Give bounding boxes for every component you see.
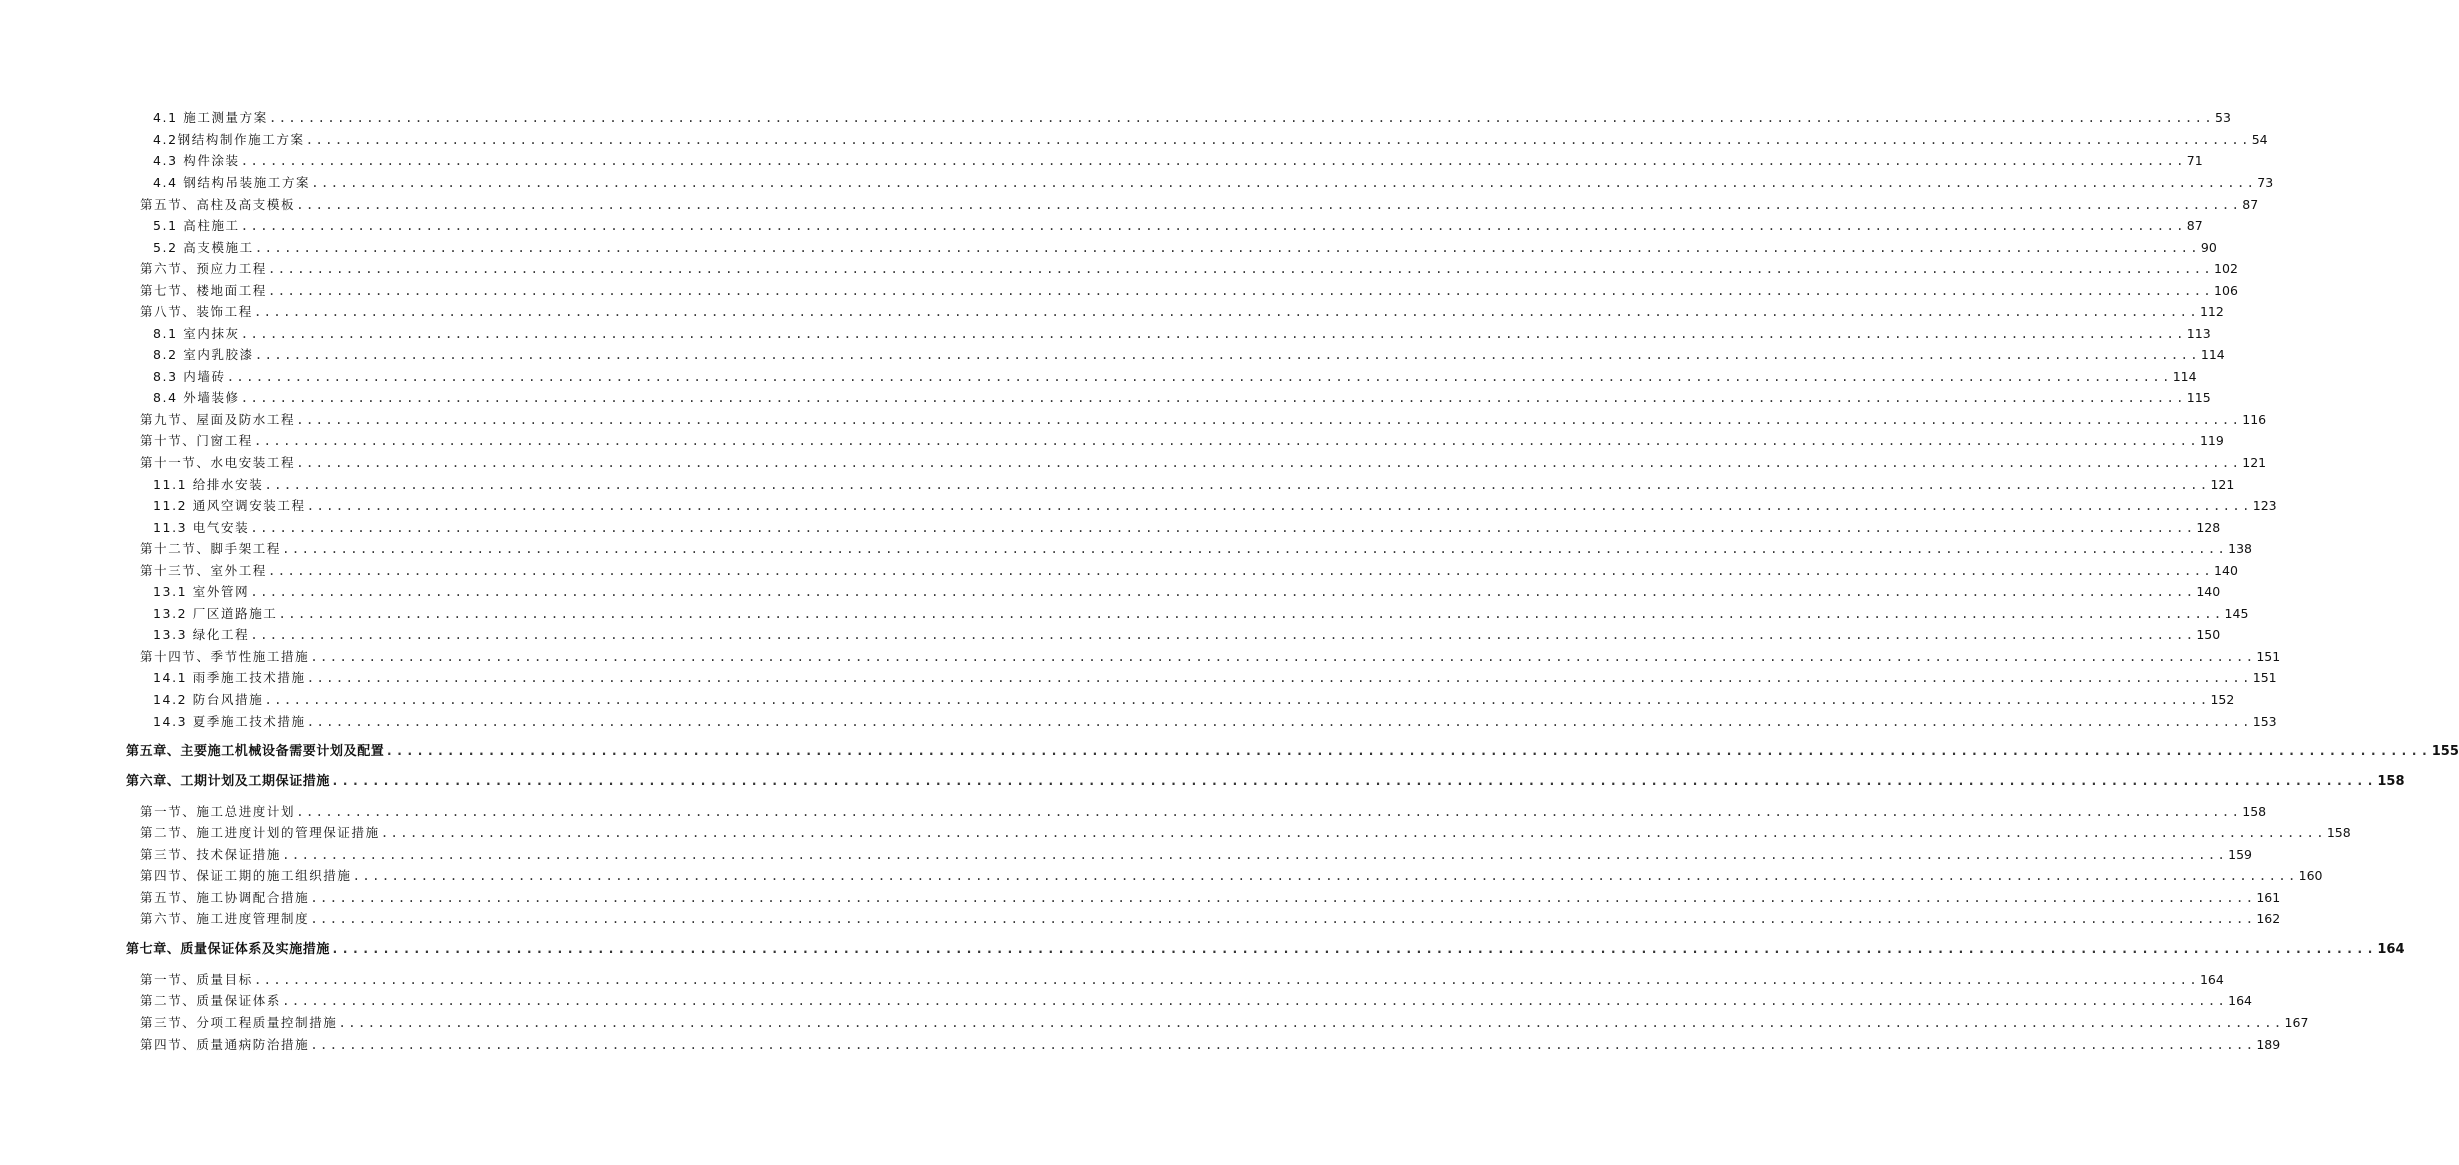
toc-entry-page: 119 xyxy=(2199,433,2224,448)
toc-entry-title: 第十一节、水电安装工程 xyxy=(140,455,296,470)
toc-entry-title: 第三节、技术保证措施 xyxy=(140,847,282,862)
toc-entry[interactable] xyxy=(153,582,2221,602)
toc-entry-page: 158 xyxy=(2242,804,2267,819)
toc-entry-title: 11.2 通风空调安装工程 xyxy=(153,498,306,513)
leader-dots: ........................................................................................................................................................................................................ xyxy=(296,804,2242,819)
leader-dots: ........................................................................................................................................................................................................ xyxy=(352,868,2298,883)
leader-dots: ........................................................................................................................................................................................................ xyxy=(296,197,2242,212)
toc-entry[interactable] xyxy=(140,302,2224,322)
toc-entry-page: 151 xyxy=(2252,670,2277,685)
toc-entry-title: 第十四节、季节性施工措施 xyxy=(140,649,310,664)
leader-dots: ........................................................................................................................................................................................................ xyxy=(226,369,2172,384)
toc-entry[interactable] xyxy=(140,1035,2281,1055)
leader-dots: ........................................................................................................................................................................................................ xyxy=(253,304,2199,319)
toc-chapter[interactable] xyxy=(126,742,2459,762)
leader-dots: ........................................................................................................................................................................................................ xyxy=(267,283,2214,298)
leader-dots: ........................................................................................................................................................................................................ xyxy=(267,563,2214,578)
toc-entry-page: 54 xyxy=(2251,132,2268,147)
toc-entry-page: 138 xyxy=(2228,541,2253,556)
toc-entry-title: 第五节、高柱及高支模板 xyxy=(140,197,296,212)
toc-entry-page: 53 xyxy=(2215,110,2231,125)
toc-entry-page: 71 xyxy=(2186,153,2203,168)
toc-entry-title: 第一节、施工总进度计划 xyxy=(140,804,296,819)
toc-entry-title: 13.3 绿化工程 xyxy=(153,627,250,642)
leader-dots: ........................................................................................................................................................................................................ xyxy=(310,649,2256,664)
toc-entry-page: 121 xyxy=(2242,455,2267,470)
toc-entry-page: 164 xyxy=(2228,993,2253,1008)
toc-entry[interactable] xyxy=(153,518,2221,538)
toc-entry-title: 第五节、施工协调配合措施 xyxy=(140,890,310,905)
toc-entry-title: 11.3 电气安装 xyxy=(153,520,250,535)
leader-dots: ........................................................................................................................................................................................................ xyxy=(296,455,2242,470)
toc-entry-page: 87 xyxy=(2242,197,2259,212)
toc-entry[interactable] xyxy=(153,151,2203,171)
toc-entry[interactable] xyxy=(153,388,2211,408)
toc-entry-title: 第一节、质量目标 xyxy=(140,972,253,987)
toc-entry[interactable] xyxy=(140,410,2267,430)
toc-entry-title: 第七章、质量保证体系及实施措施 xyxy=(126,942,331,957)
toc-entry-page: 121 xyxy=(2210,477,2235,492)
toc-entry-page: 140 xyxy=(2196,584,2221,599)
toc-entry-title: 5.2 高支模施工 xyxy=(153,240,254,255)
toc-entry-title: 第十三节、室外工程 xyxy=(140,563,267,578)
toc-entry[interactable] xyxy=(140,802,2267,822)
toc-entry-page: 161 xyxy=(2256,890,2281,905)
toc-entry-title: 第十节、门窗工程 xyxy=(140,433,253,448)
leader-dots: ........................................................................................................................................................................................................ xyxy=(250,520,2196,535)
leader-dots: ........................................................................................................................................................................................................ xyxy=(240,326,2186,341)
leader-dots: ........................................................................................................................................................................................................ xyxy=(305,132,2251,147)
toc-entry[interactable] xyxy=(140,888,2281,908)
leader-dots: ........................................................................................................................................................................................................ xyxy=(338,1015,2284,1030)
toc-entry[interactable] xyxy=(153,690,2235,710)
leader-dots: ........................................................................................................................................................................................................ xyxy=(264,692,2210,707)
leader-dots: ........................................................................................................................................................................................................ xyxy=(240,390,2186,405)
toc-entry[interactable] xyxy=(140,281,2238,301)
toc-entry-page: 112 xyxy=(2199,304,2224,319)
toc-entry[interactable] xyxy=(153,130,2268,150)
toc-entry[interactable] xyxy=(140,431,2224,451)
toc-entry[interactable] xyxy=(153,496,2277,516)
toc-entry-page: 90 xyxy=(2200,240,2217,255)
leader-dots: ........................................................................................................................................................................................................ xyxy=(267,261,2214,276)
toc-entry-title: 第二节、质量保证体系 xyxy=(140,993,282,1008)
toc-entry-title: 4.1 施工测量方案 xyxy=(153,110,268,125)
toc-entry-title: 第七节、楼地面工程 xyxy=(140,283,267,298)
toc-entry-page: 145 xyxy=(2224,606,2249,621)
leader-dots: ........................................................................................................................................................................................................ xyxy=(240,153,2186,168)
toc-entry-page: 164 xyxy=(2377,942,2405,957)
toc-entry-title: 14.2 防台风措施 xyxy=(153,692,264,707)
toc-entry-title: 14.1 雨季施工技术措施 xyxy=(153,670,306,685)
toc-entry-page: 128 xyxy=(2196,520,2221,535)
toc-entry-title: 4.2钢结构制作施工方案 xyxy=(153,132,305,147)
toc-entry[interactable] xyxy=(140,866,2323,886)
toc-entry[interactable] xyxy=(140,1013,2309,1033)
toc-entry[interactable] xyxy=(153,604,2249,624)
toc-entry-page: 153 xyxy=(2252,714,2277,729)
leader-dots: ........................................................................................................................................................................................................ xyxy=(331,942,2377,957)
toc-entry[interactable] xyxy=(140,561,2238,581)
toc-entry-title: 8.3 内墙砖 xyxy=(153,369,226,384)
toc-entry-title: 第四节、质量通病防治措施 xyxy=(140,1037,310,1052)
leader-dots: ........................................................................................................................................................................................................ xyxy=(282,541,2228,556)
toc-entry-page: 158 xyxy=(2377,774,2405,789)
toc-entry[interactable] xyxy=(140,453,2267,473)
toc-entry-page: 158 xyxy=(2326,825,2351,840)
toc-entry-page: 160 xyxy=(2298,868,2323,883)
toc-entry-title: 第三节、分项工程质量控制措施 xyxy=(140,1015,338,1030)
toc-entry-page: 116 xyxy=(2242,412,2267,427)
leader-dots: ........................................................................................................................................................................................................ xyxy=(282,847,2228,862)
toc-entry-page: 162 xyxy=(2256,911,2281,926)
leader-dots: ........................................................................................................................................................................................................ xyxy=(253,972,2199,987)
leader-dots: ........................................................................................................................................................................................................ xyxy=(306,714,2252,729)
toc-entry-title: 4.3 构件涂装 xyxy=(153,153,240,168)
toc-entry-page: 189 xyxy=(2256,1037,2281,1052)
toc-entry-page: 150 xyxy=(2196,627,2221,642)
toc-entry[interactable] xyxy=(153,668,2277,688)
toc-chapter[interactable] xyxy=(126,772,2405,792)
toc-entry-title: 第十二节、脚手架工程 xyxy=(140,541,282,556)
toc-entry-title: 5.1 高柱施工 xyxy=(153,218,240,233)
toc-entry-title: 第二节、施工进度计划的管理保证措施 xyxy=(140,825,380,840)
toc-entry-page: 73 xyxy=(2257,175,2274,190)
leader-dots: ........................................................................................................................................................................................................ xyxy=(311,175,2257,190)
toc-entry-title: 13.1 室外管网 xyxy=(153,584,250,599)
toc-entry-title: 14.3 夏季施工技术措施 xyxy=(153,714,306,729)
toc-entry-page: 102 xyxy=(2214,261,2238,276)
toc-entry-title: 8.2 室内乳胶漆 xyxy=(153,347,254,362)
toc-entry[interactable] xyxy=(140,970,2224,990)
leader-dots: ........................................................................................................................................................................................................ xyxy=(310,911,2256,926)
toc-entry[interactable] xyxy=(153,625,2221,645)
leader-dots: ........................................................................................................................................................................................................ xyxy=(264,477,2210,492)
leader-dots: ........................................................................................................................................................................................................ xyxy=(254,240,2200,255)
toc-entry-title: 第六节、施工进度管理制度 xyxy=(140,911,310,926)
toc-entry[interactable] xyxy=(140,909,2281,929)
toc-entry-page: 159 xyxy=(2228,847,2253,862)
toc-entry-title: 第九节、屋面及防水工程 xyxy=(140,412,296,427)
toc-entry-title: 第五章、主要施工机械设备需要计划及配置 xyxy=(126,744,385,759)
toc-entry[interactable] xyxy=(153,238,2217,258)
toc-entry[interactable] xyxy=(153,216,2203,236)
toc-entry[interactable] xyxy=(140,539,2253,559)
toc-entry-page: 87 xyxy=(2186,218,2203,233)
leader-dots: ........................................................................................................................................................................................................ xyxy=(268,110,2214,125)
toc-entry-title: 8.1 室内抹灰 xyxy=(153,326,240,341)
toc-entry-title: 第八节、装饰工程 xyxy=(140,304,253,319)
toc-entry[interactable] xyxy=(153,345,2225,365)
toc-entry-page: 167 xyxy=(2284,1015,2309,1030)
toc-entry[interactable] xyxy=(153,108,2231,128)
toc-entry[interactable] xyxy=(153,367,2197,387)
toc-entry-page: 164 xyxy=(2199,972,2224,987)
leader-dots: ........................................................................................................................................................................................................ xyxy=(385,744,2431,759)
toc-entry-title: 第四节、保证工期的施工组织措施 xyxy=(140,868,352,883)
toc-entry-title: 第六章、工期计划及工期保证措施 xyxy=(126,774,331,789)
toc-entry-title: 11.1 给排水安装 xyxy=(153,477,264,492)
leader-dots: ........................................................................................................................................................................................................ xyxy=(306,670,2252,685)
leader-dots: ........................................................................................................................................................................................................ xyxy=(250,584,2196,599)
leader-dots: ........................................................................................................................................................................................................ xyxy=(250,627,2196,642)
toc-entry-title: 4.4 钢结构吊装施工方案 xyxy=(153,175,311,190)
toc-entry-title: 8.4 外墙装修 xyxy=(153,390,240,405)
toc-entry[interactable] xyxy=(140,259,2238,279)
toc-entry-page: 123 xyxy=(2252,498,2277,513)
leader-dots: ........................................................................................................................................................................................................ xyxy=(310,890,2256,905)
leader-dots: ........................................................................................................................................................................................................ xyxy=(253,433,2199,448)
leader-dots: ........................................................................................................................................................................................................ xyxy=(282,993,2228,1008)
leader-dots: ........................................................................................................................................................................................................ xyxy=(296,412,2242,427)
leader-dots: ........................................................................................................................................................................................................ xyxy=(278,606,2224,621)
leader-dots: ........................................................................................................................................................................................................ xyxy=(306,498,2252,513)
leader-dots: ........................................................................................................................................................................................................ xyxy=(240,218,2186,233)
toc-entry[interactable] xyxy=(153,475,2235,495)
toc-entry-page: 140 xyxy=(2214,563,2238,578)
toc-entry[interactable] xyxy=(140,195,2259,215)
toc-entry[interactable] xyxy=(140,647,2281,667)
toc-entry-page: 155 xyxy=(2431,744,2459,759)
toc-entry[interactable] xyxy=(140,991,2253,1011)
toc-entry[interactable] xyxy=(140,823,2351,843)
leader-dots: ........................................................................................................................................................................................................ xyxy=(380,825,2326,840)
toc-entry-title: 13.2 厂区道路施工 xyxy=(153,606,278,621)
toc-entry-page: 113 xyxy=(2186,326,2211,341)
toc-entry-page: 114 xyxy=(2200,347,2225,362)
leader-dots: ........................................................................................................................................................................................................ xyxy=(310,1037,2256,1052)
toc-entry-page: 152 xyxy=(2210,692,2235,707)
toc-entry-page: 151 xyxy=(2256,649,2281,664)
leader-dots: ........................................................................................................................................................................................................ xyxy=(331,774,2377,789)
leader-dots: ........................................................................................................................................................................................................ xyxy=(254,347,2200,362)
toc-chapter[interactable] xyxy=(126,940,2405,960)
toc-entry[interactable] xyxy=(140,845,2253,865)
toc-entry-page: 114 xyxy=(2172,369,2197,384)
toc-entry-title: 第六节、预应力工程 xyxy=(140,261,267,276)
toc-entry-page: 115 xyxy=(2186,390,2211,405)
toc-entry[interactable] xyxy=(153,324,2211,344)
toc-entry[interactable] xyxy=(153,173,2274,193)
toc-entry-page: 106 xyxy=(2214,283,2238,298)
toc-entry[interactable] xyxy=(153,712,2277,732)
